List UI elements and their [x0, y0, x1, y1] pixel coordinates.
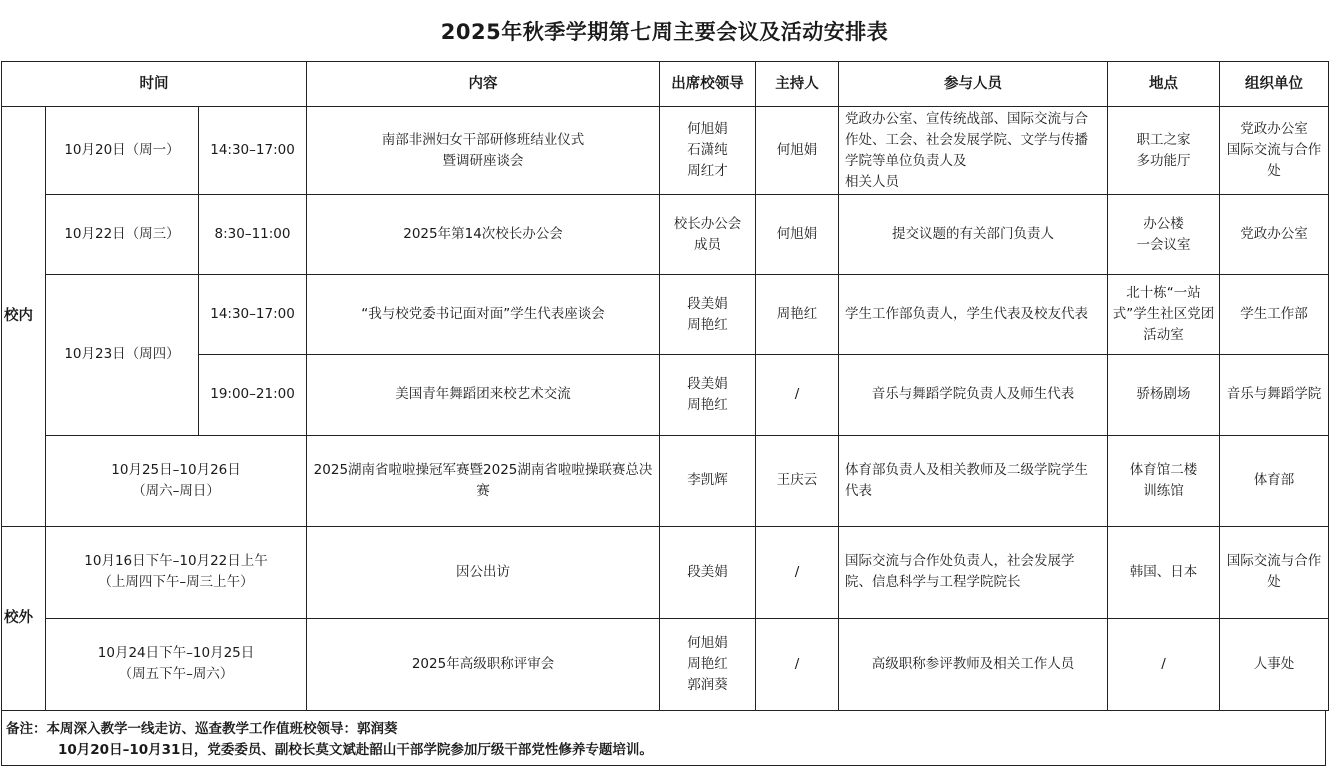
row-location: 办公楼 一会议室 [1108, 195, 1220, 275]
table-row [2, 355, 1329, 435]
row-participants: 国际交流与合作处负责人，社会发展学院、信息科学与工程学院院长 [839, 526, 1108, 618]
header-host: 主持人 [756, 62, 839, 107]
row-date: 10月16日下午–10月22日上午 （上周四下午–周三上午） [46, 526, 307, 618]
row-location: 北十栋“一站式”学生社区党团活动室 [1108, 275, 1220, 355]
page-title: 2025年秋季学期第七周主要会议及活动安排表 [440, 20, 889, 44]
row-host: / [756, 526, 839, 618]
row-content: 2025湖南省啦啦操冠军赛暨2025湖南省啦啦操联赛总决赛 [307, 435, 660, 526]
row-host: / [756, 618, 839, 710]
header-content: 内容 [307, 62, 660, 107]
row-host: / [756, 355, 839, 435]
notes-section [1, 711, 1326, 766]
table-row [2, 435, 1329, 526]
row-content: 南部非洲妇女干部研修班结业仪式 暨调研座谈会 [307, 107, 660, 195]
header-organizer: 组织单位 [1220, 62, 1329, 107]
row-participants: 体育部负责人及相关教师及二级学院学生代表 [839, 435, 1108, 526]
row-leader: 校长办公会 成员 [660, 195, 756, 275]
row-location: / [1108, 618, 1220, 710]
row-content: “我与校党委书记面对面”学生代表座谈会 [307, 275, 660, 355]
row-organizer: 党政办公室 国际交流与合作处 [1220, 107, 1329, 195]
table-row [2, 526, 1329, 618]
header-participants: 参与人员 [839, 62, 1108, 107]
row-date: 10月25日–10月26日 （周六–周日） [46, 435, 307, 526]
row-participants: 高级职称参评教师及相关工作人员 [839, 618, 1108, 710]
header-location: 地点 [1108, 62, 1220, 107]
row-content: 2025年高级职称评审会 [307, 618, 660, 710]
notes-line-1: 备注：本周深入教学一线走访、巡查教学工作值班校领导：郭润葵 [6, 721, 398, 737]
row-organizer: 人事处 [1220, 618, 1329, 710]
row-host: 何旭娟 [756, 195, 839, 275]
row-time: 14:30–17:00 [199, 275, 307, 355]
row-time: 8:30–11:00 [199, 195, 307, 275]
row-organizer: 国际交流与合作处 [1220, 526, 1329, 618]
table-row [2, 107, 1329, 195]
table-row [2, 275, 1329, 355]
row-content: 因公出访 [307, 526, 660, 618]
row-time: 14:30–17:00 [199, 107, 307, 195]
row-leader: 段美娟 [660, 526, 756, 618]
row-leader: 段美娟 周艳红 [660, 355, 756, 435]
row-host: 王庆云 [756, 435, 839, 526]
row-participants: 学生工作部负责人，学生代表及校友代表 [839, 275, 1108, 355]
row-location: 骄杨剧场 [1108, 355, 1220, 435]
notes-line-2: 10月20日–10月31日，党委委员、副校长莫文斌赴韶山干部学院参加厅级干部党性修养专题培训。 [58, 742, 653, 758]
row-participants: 提交议题的有关部门负责人 [839, 195, 1108, 275]
schedule-table [1, 61, 1329, 711]
row-date: 10月20日（周一） [46, 107, 199, 195]
row-host: 何旭娟 [756, 107, 839, 195]
row-location: 职工之家 多功能厅 [1108, 107, 1220, 195]
table-row [2, 618, 1329, 710]
table-row [2, 195, 1329, 275]
row-participants: 党政办公室、宣传统战部、国际交流与合作处、工会、社会发展学院、文学与传播学院等单位负责人及 相关人员 [839, 107, 1108, 195]
row-leader: 李凯辉 [660, 435, 756, 526]
row-content: 美国青年舞蹈团来校艺术交流 [307, 355, 660, 435]
header-leader: 出席校领导 [660, 62, 756, 107]
row-organizer: 音乐与舞蹈学院 [1220, 355, 1329, 435]
row-date: 10月23日（周四） [46, 275, 199, 435]
row-date: 10月24日下午–10月25日 （周五下午–周六） [46, 618, 307, 710]
header-row [2, 62, 1329, 107]
header-time: 时间 [2, 62, 307, 107]
row-location: 韩国、日本 [1108, 526, 1220, 618]
row-participants: 音乐与舞蹈学院负责人及师生代表 [839, 355, 1108, 435]
row-organizer: 学生工作部 [1220, 275, 1329, 355]
row-host: 周艳红 [756, 275, 839, 355]
row-leader: 何旭娟 石潇纯 周红才 [660, 107, 756, 195]
area-label-off-campus: 校外 [2, 526, 46, 710]
row-content: 2025年第14次校长办公会 [307, 195, 660, 275]
row-organizer: 体育部 [1220, 435, 1329, 526]
area-label-on-campus: 校内 [2, 107, 46, 527]
row-leader: 何旭娟 周艳红 郭润葵 [660, 618, 756, 710]
row-location: 体育馆二楼 训练馆 [1108, 435, 1220, 526]
row-time: 19:00–21:00 [199, 355, 307, 435]
row-leader: 段美娟 周艳红 [660, 275, 756, 355]
row-date: 10月22日（周三） [46, 195, 199, 275]
row-organizer: 党政办公室 [1220, 195, 1329, 275]
